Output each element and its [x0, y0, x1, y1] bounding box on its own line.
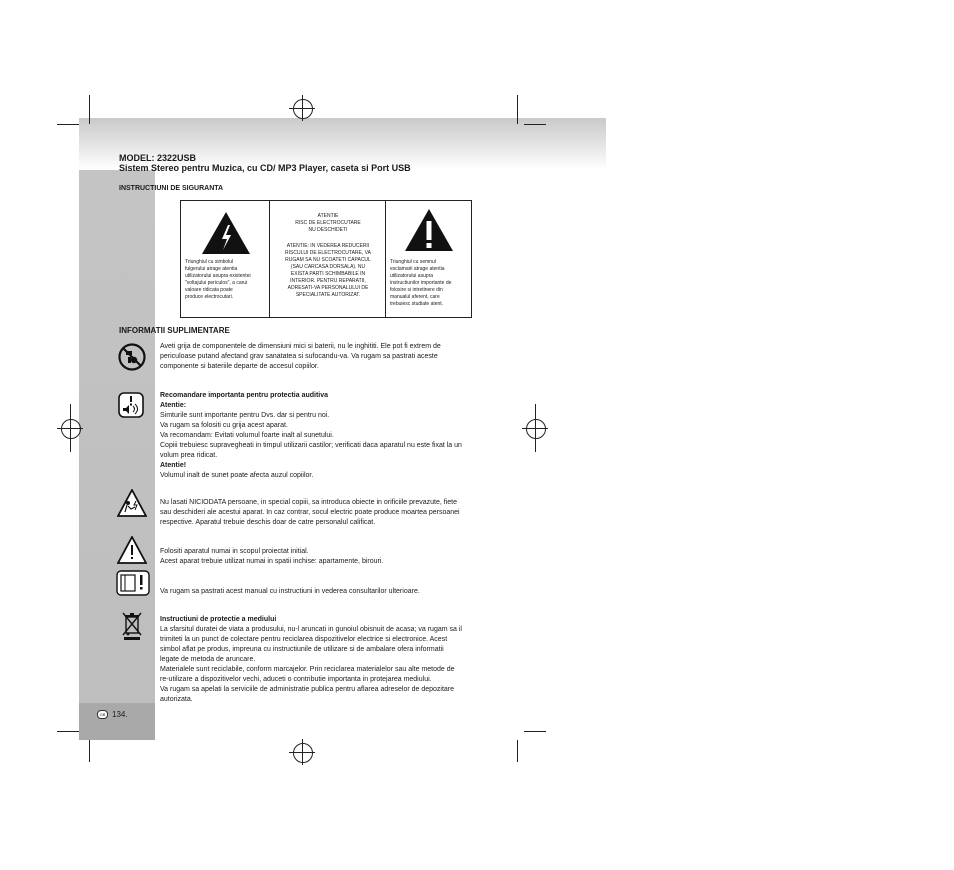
weee-bin-icon — [121, 611, 143, 641]
environment-title: Instructiuni de protectie a mediului — [160, 616, 277, 623]
crop-mark — [89, 740, 90, 762]
info-heading: INFORMATII SUPLIMENTARE — [119, 326, 230, 335]
crop-mark — [517, 740, 518, 762]
warning-cell-exclamation — [386, 201, 471, 317]
manual-text: Va rugam sa pastrati acest manual cu instructiuni in vederea consultarilor ulterioare. — [160, 588, 420, 595]
exclamation-warning-icon — [404, 208, 454, 252]
environment-section: Instructiuni de protectie a mediului La sfarsitul duratei de viata a produsului, nu-l aruncati in gunoiul obisnuit de acasa; va rugam sa il trimiteti la un punct de colectare pentru reciclarea dispozitivelor electrice si electronice. Acest simbol aflat pe produs, impreuna cu instructiunile de utilizare si de ambalare ofera informatii legate de metoda de aruncare. Materialele sunt reciclabile, conform marcajelor. Prin reciclarea materialelor sau alte metode de re-utilizare a dispozitivelor vechi, aduceti o contributie importanta in protejarea mediului. Va rugam sa apelati la serviciile de administratie publica pentru aflarea adreselor de depozitare autorizata. — [160, 615, 515, 705]
lightning-description: Triunghiul cu simbolul fulgerului atrage atentia utilizatorului asupra existentei "voltajului periculos", a carui valoare ridicata poate produce electrocutari. — [185, 259, 251, 300]
crop-mark — [89, 95, 90, 124]
usage-text: Folositi aparatul numai in scopul proiectat initial. Acest aparat trebuie utilizat numai in spatii inchise: apartamente, birouri. — [160, 548, 384, 565]
foreign-objects-text: Nu lasati NICIODATA persoane, in special copiii, sa introduca obiecte in orificiile prevazute, fiete sau deschideri ale acestui aparat. In caz contrar, socul electric poate produce moartea persoanei respective. Aparatul trebuie deschis doar de catre personalul calificat. — [160, 499, 460, 526]
lightning-warning-icon — [201, 211, 251, 255]
page-number-text: 134. — [112, 710, 128, 719]
no-swallow-icon — [118, 343, 146, 371]
hearing-attention-label: Atentie: — [160, 402, 187, 409]
warning-cell-center — [270, 201, 386, 317]
warning-box — [180, 200, 472, 318]
language-badge: GB — [97, 710, 108, 719]
attention-text: ATENTIE: IN VEDEREA REDUCERII RISCULUI DE ELECTROCUTARE, VA RUGAM SA NU SCOATETI CAPACUL (SAU CARCASA DORSALA). NU EXISTA PARTI SCHIMBABILE IN INTERIOR. PENTRU REPARATII, ADRESATI-VA PERSONALULUI DE SPECIALITATE AUTORIZAT. — [285, 243, 371, 298]
crop-mark — [517, 95, 518, 124]
crop-mark — [57, 124, 79, 125]
hearing-warning-icon — [118, 392, 144, 418]
hearing-section: Recomandare importanta pentru protectia auditiva Atentie: Simturile sunt importante pentru Dvs. dar si pentru noi. Va rugam sa folositi cu grija acest aparat. Va recomandam: Evitati volumul foarte inalt al sunetului. Copiii trebuiesc supravegheati in timpul utilizarii castilor; verificati daca aparatul nu este fixat la un volum prea ridicat. Atentie! Volumul inalt de sunet poate afecta auzul copiilor. — [160, 391, 515, 481]
hearing-title: Recomandare importanta pentru protectia auditiva — [160, 392, 329, 399]
read-manual-icon — [116, 570, 150, 596]
exclamation-description: Triunghiul cu semnul exclamarii atrage atentia utilizatorului asupra instructiunilor importante de folosire si intretinere din manualul aferent, care trebuiesc studiate atent. — [390, 259, 452, 307]
caution-icon — [117, 536, 147, 564]
safety-heading: INSTRUCTIUNI DE SIGURANTA — [119, 185, 224, 192]
crop-mark — [524, 731, 546, 732]
model-title: MODEL: 2322USB — [119, 153, 197, 163]
product-subtitle: Sistem Stereo pentru Muzica, cu CD/ MP3 Player, caseta si Port USB — [119, 163, 411, 173]
electric-hazard-icon — [117, 489, 147, 517]
side-band-footer — [79, 703, 155, 740]
warning-cell-lightning — [181, 201, 270, 317]
page-number — [97, 710, 128, 719]
crop-mark — [524, 124, 546, 125]
side-band — [79, 170, 155, 740]
hearing-attention-label-2: Atentie! — [160, 462, 187, 469]
attention-title: ATENTIE RISC DE ELECTROCUTARE NU DESCHIDETI — [295, 213, 361, 233]
small-parts-text: Aveti grija de componentele de dimensiuni mici si baterii, nu le inghititi. Ele pot fi extrem de periculoase putand afectand grav sanatatea si sufocandu-va. Va rugam sa pastrati aceste componente si bateriile departe de accesul copiilor. — [160, 343, 441, 370]
crop-mark — [57, 731, 79, 732]
